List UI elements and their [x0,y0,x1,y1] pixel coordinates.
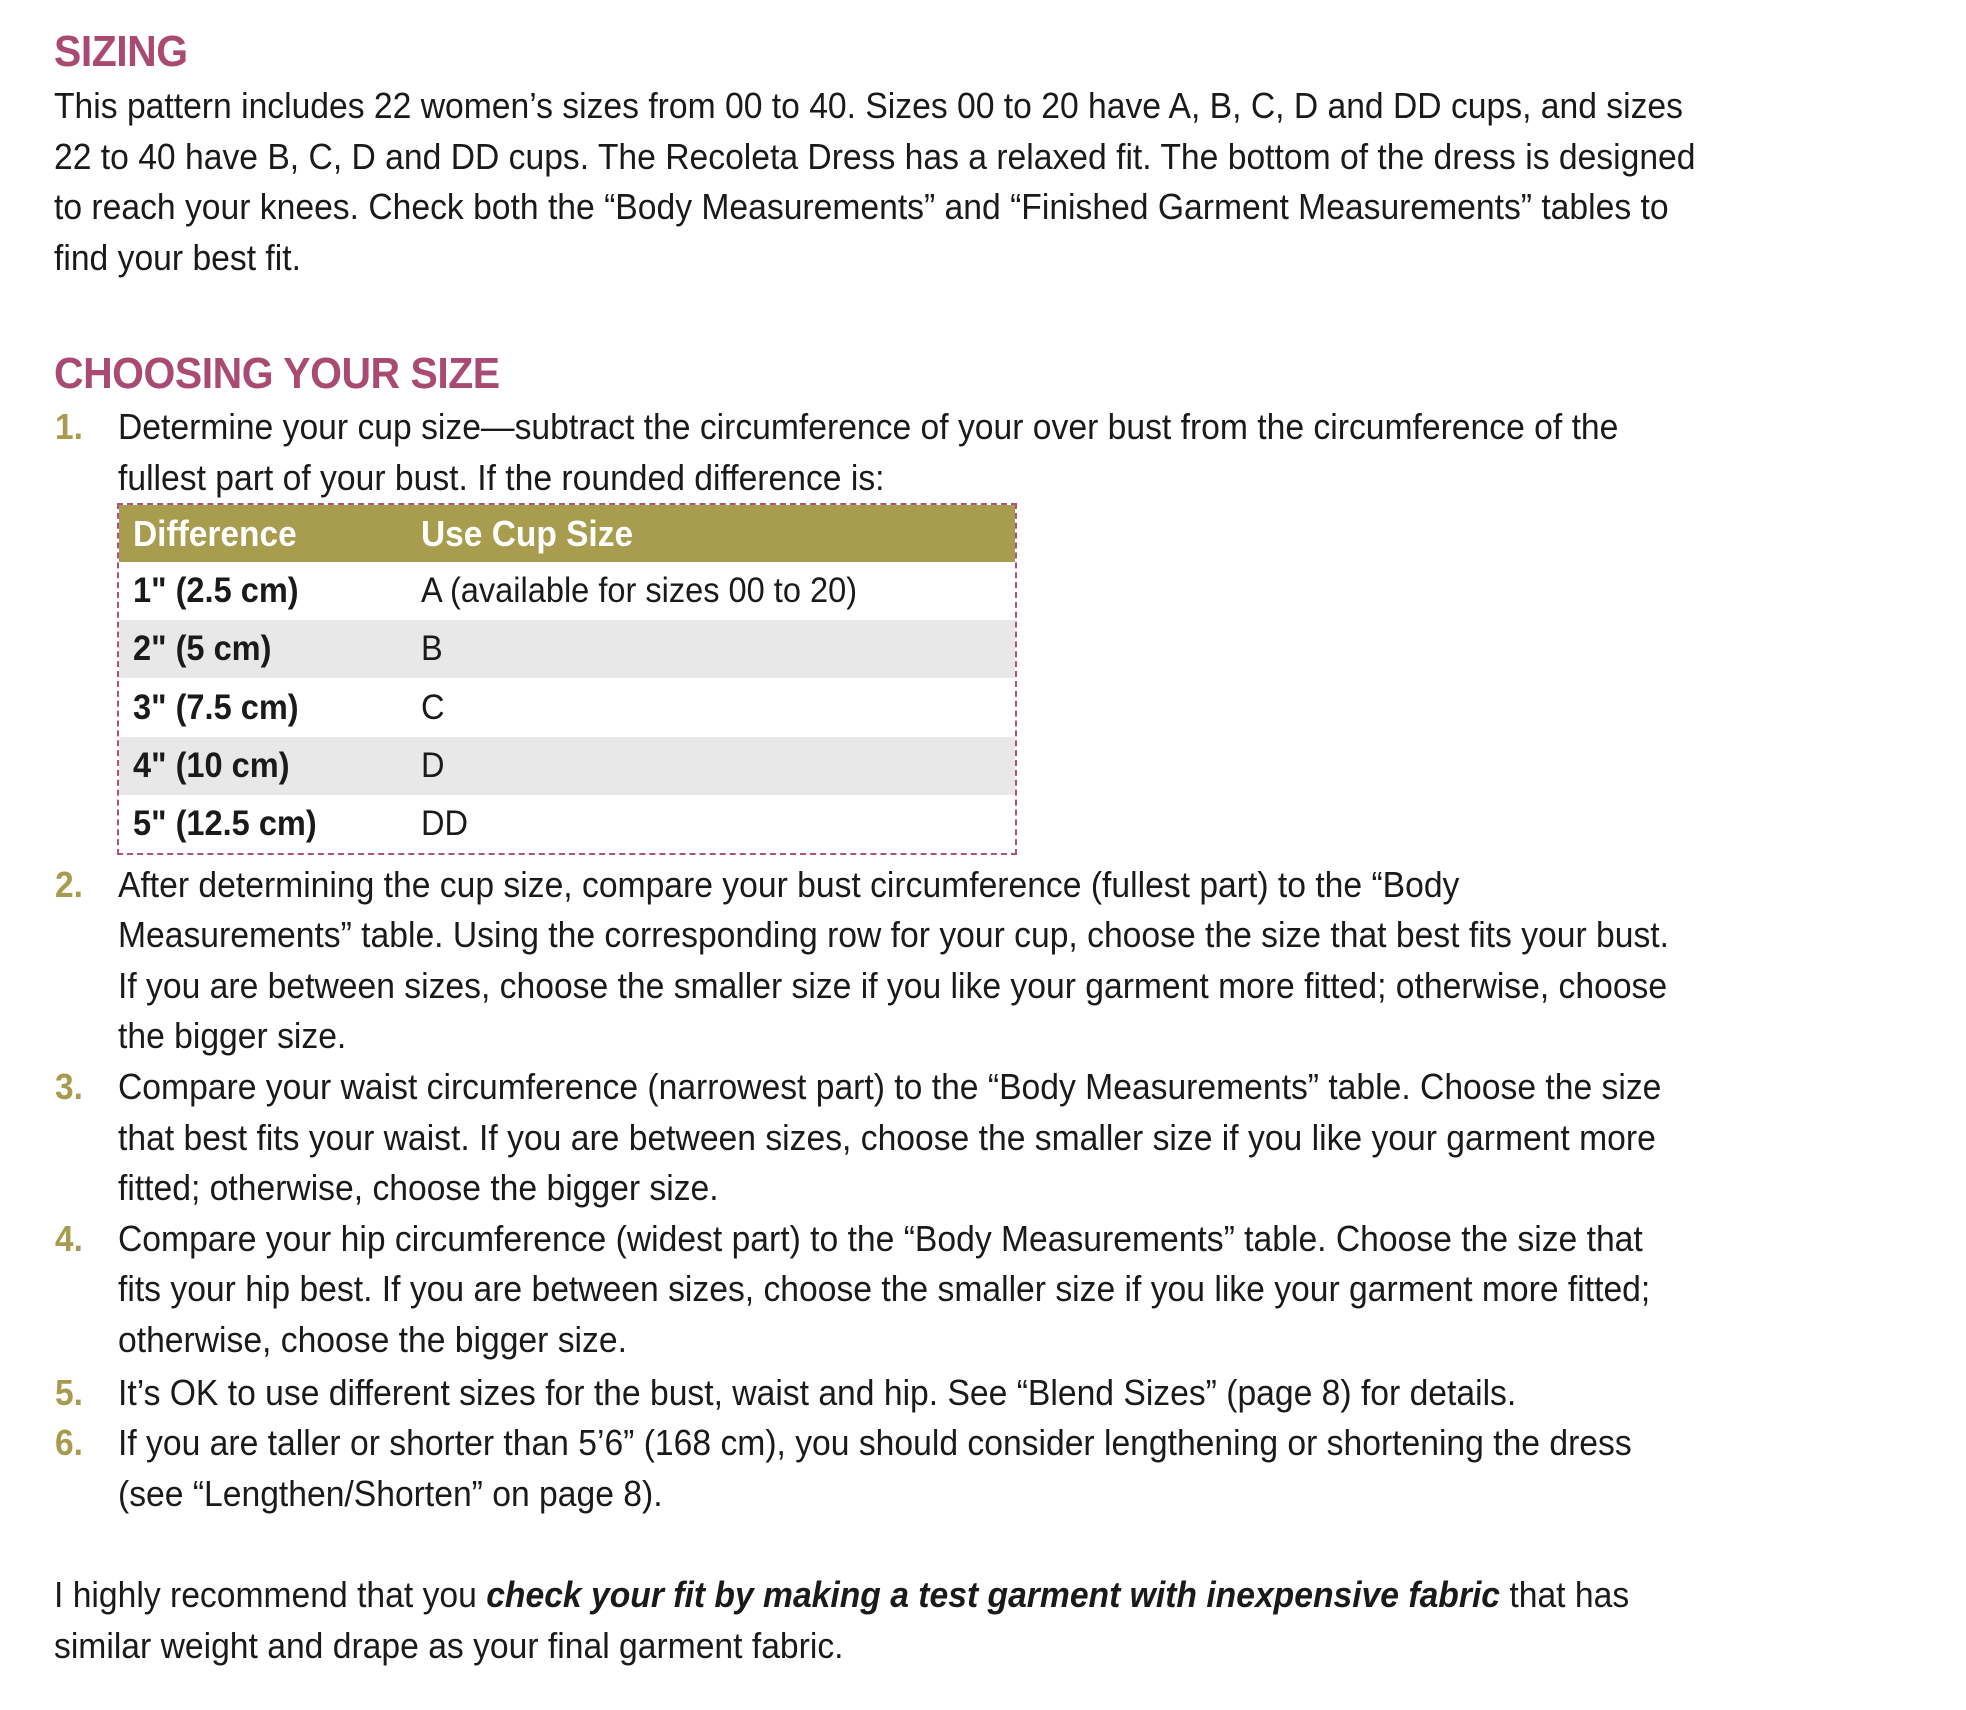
table-cell-difference: 3" (7.5 cm) [133,688,299,727]
list-item-text: Compare your hip circumference (widest part) to the “Body Measurements” table. Choose the size that [118,1218,1643,1259]
list-item-text: (see “Lengthen/Shorten” on page 8). [118,1473,663,1514]
recommendation-text: I highly recommend that you [54,1574,487,1615]
list-item-number: 1. [55,406,83,447]
list-item-text: fullest part of your bust. If the rounded difference is: [118,457,885,498]
table-row [119,795,1015,853]
table-cell-difference: 5" (12.5 cm) [133,804,317,843]
table-cell-cup-size: DD [421,804,469,843]
choosing-size-heading: CHOOSING YOUR SIZE [54,349,500,398]
list-item-text: Determine your cup size—subtract the circumference of your over bust from the circumference of the [118,406,1619,447]
list-item-text: It’s OK to use different sizes for the bust, waist and hip. See “Blend Sizes” (page 8) for details. [118,1372,1517,1413]
list-item-text: If you are taller or shorter than 5’6” (168 cm), you should consider lengthening or shortening the dress [118,1422,1632,1463]
recommendation-emphasis: check your fit by making a test garment with inexpensive fabric [486,1574,1501,1615]
table-row [119,620,1015,678]
table-row [119,737,1015,795]
list-item-number: 6. [55,1422,83,1463]
recommendation-line: similar weight and drape as your final garment fabric. [54,1625,844,1666]
list-item-number: 3. [55,1066,83,1107]
table-cell-cup-size: C [421,688,445,727]
list-item-number: 2. [55,864,83,905]
table-cell-cup-size: A (available for sizes 00 to 20) [421,571,858,610]
list-item-text: the bigger size. [118,1015,347,1056]
sizing-text-line: find your best fit. [54,237,301,278]
list-item-text: If you are between sizes, choose the smaller size if you like your garment more fitted; otherwise, choose [118,965,1668,1006]
sizing-heading: SIZING [54,27,188,76]
list-item-text: Measurements” table. Using the corresponding row for your cup, choose the size that best fits your bust. [118,914,1670,955]
table-row [119,562,1015,620]
table-cell-difference: 2" (5 cm) [133,629,272,668]
sizing-text-line: This pattern includes 22 women’s sizes from 00 to 40. Sizes 00 to 20 have A, B, C, D and DD cups, and sizes [54,85,1683,126]
recommendation-line [54,1575,1629,1615]
list-item-text: fits your hip best. If you are between sizes, choose the smaller size if you like your garment more fitted; [118,1268,1651,1309]
list-item-text: that best fits your waist. If you are between sizes, choose the smaller size if you like your garment more [118,1117,1656,1158]
table-row [119,679,1015,737]
list-item-text: Compare your waist circumference (narrowest part) to the “Body Measurements” table. Choose the size [118,1066,1662,1107]
table-header-cup-size: Use Cup Size [421,512,634,554]
table-cell-difference: 4" (10 cm) [133,746,290,785]
list-item-text: fitted; otherwise, choose the bigger size. [118,1167,719,1208]
list-item-text: After determining the cup size, compare your bust circumference (fullest part) to the “Body [118,864,1460,905]
table-header-row [119,505,1015,562]
sizing-text-line: to reach your knees. Check both the “Body Measurements” and “Finished Garment Measurements” tables to [54,186,1669,227]
sizing-text-line: 22 to 40 have B, C, D and DD cups. The Recoleta Dress has a relaxed fit. The bottom of the dress is designed [54,136,1696,177]
table-cell-cup-size: D [421,746,445,785]
cup-size-table [117,503,1015,853]
list-item-number: 5. [55,1372,83,1413]
table-header-difference: Difference [133,512,297,554]
list-item-number: 4. [55,1218,83,1259]
recommendation-text: that has [1500,1574,1630,1615]
list-item-text: otherwise, choose the bigger size. [118,1319,627,1360]
table-cell-difference: 1" (2.5 cm) [133,571,299,610]
table-cell-cup-size: B [421,629,443,668]
